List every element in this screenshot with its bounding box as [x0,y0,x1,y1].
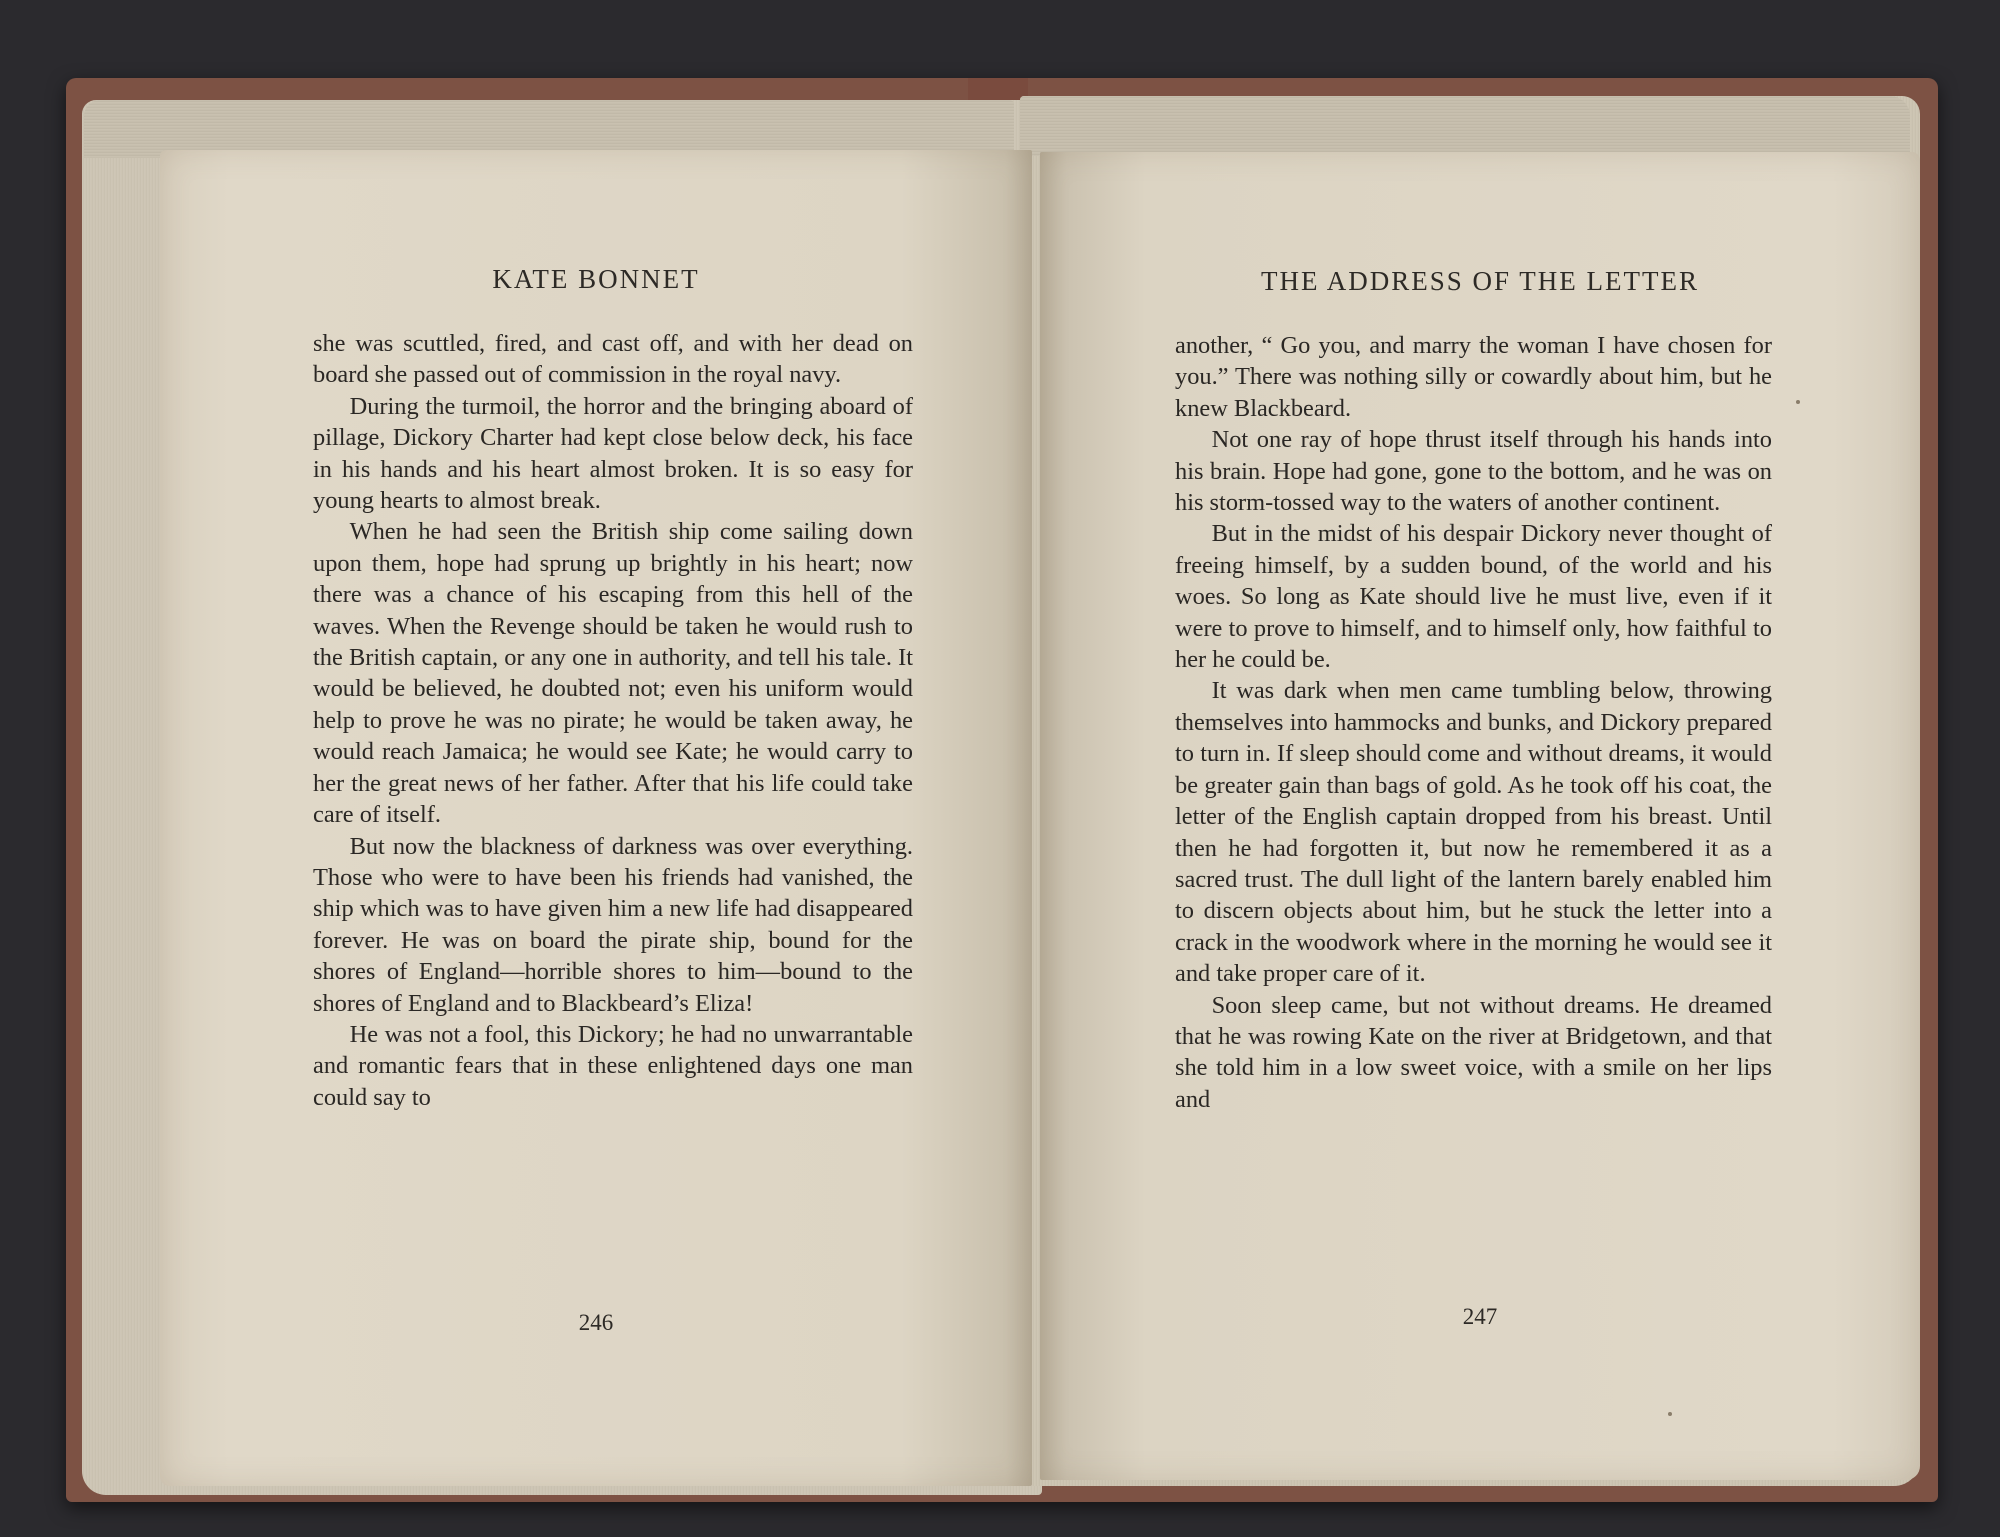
right-page-text [1175,330,1772,1115]
paragraph: It was dark when men came tumbling below, throwing themselves into hammocks and bunks, and Dickory prepared to turn in. If sleep should come and without dreams, it would be greater gain than bags of gold. As he took off his coat, the letter of the English captain dropped from his breast. Until then he had forgotten it, but now he remembered it as a sacred trust. The dull light of the lantern barely enabled him to discern objects about him, but he stuck the letter into a crack in the woodwork where in the morning he would see it and take proper care of it. [1175,677,1772,988]
paper-speck [1668,1412,1672,1416]
paragraph: When he had seen the British ship come sailing down upon them, hope had sprung up brightly in his heart; now there was a chance of his escaping from this hell of the waves. When the Revenge should be taken he would rush to the British captain, or any one in authority, and tell his tale. It would be believed, he doubted not; even his uniform would help to prove he was no pirate; he would be taken away, he would reach Jamaica; he would see Kate; he would carry to her the great news of her father. After that his life could take care of itself. [313,518,913,829]
paragraph: Not one ray of hope thrust itself through his hands into his brain. Hope had gone, gone to the bottom, and he was on his storm-tossed way to the waters of another continent. [1175,426,1772,517]
right-top-page-edges [1020,96,1910,156]
paragraph: But in the midst of his despair Dickory never thought of freeing himself, by a sudden bound, of the world and his woes. So long as Kate should live he must live, even if it were to prove to himself, and to himself only, how faithful to her he could be. [1175,520,1772,674]
left-page-text [313,328,913,1113]
paragraph: she was scuttled, fired, and cast off, and with her dead on board she passed out of commission in the royal navy. [313,330,913,389]
paragraph: During the turmoil, the horror and the bringing aboard of pillage, Dickory Charter had kept close below deck, his face in his hands and his heart almost broken. It is so easy for young hearts to almost break. [313,392,913,515]
paragraph: another, “ Go you, and marry the woman I have chosen for you.” There was nothing silly or cowardly about him, but he knew Blackbeard. [1175,332,1772,422]
right-page [1040,152,1920,1480]
paragraph: Soon sleep came, but not without dreams. He dreamed that he was rowing Kate on the river at Bridgetown, and that she told him in a low sweet voice, with a smile on her lips and [1175,991,1772,1113]
running-head-right: THE ADDRESS OF THE LETTER [1260,266,1699,296]
running-head-left: KATE BONNET [492,264,700,294]
paper-speck [1796,400,1800,404]
paragraph: But now the blackness of darkness was over everything. Those who were to have been his friends had vanished, the ship which was to have given him a new life had disappeared forever. He was on board the pirate ship, bound for the shores of England—horrible shores to him—bound to the shores of England and to Blackbeard’s Eliza! [313,832,913,1017]
left-page [160,150,1032,1486]
page-number-right: 247 [1462,1304,1498,1329]
paragraph: He was not a fool, this Dickory; he had no unwarrantable and romantic fears that in these enlightened days one man could say to [313,1020,913,1111]
page-number-left: 246 [578,1310,614,1335]
